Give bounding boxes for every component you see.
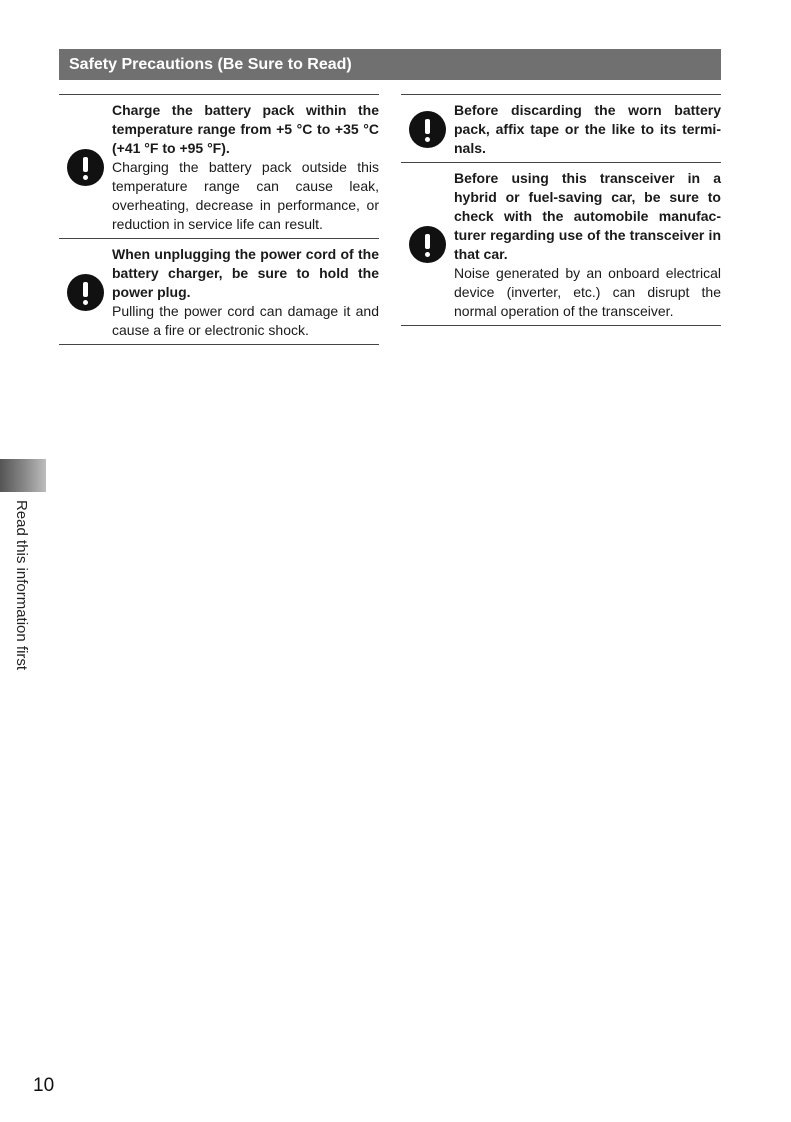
- precaution-heading: Before using this transceiver in a hybrid or fuel-saving car, be sure to check with the automobile manufacturer regarding use of the transceiver in that car.: [454, 170, 721, 262]
- exclamation-icon: [409, 226, 446, 263]
- precaution-heading: Charge the battery pack within the temperature range from +5 °C to +35 °C (+41 °F to +95 °F).: [112, 102, 379, 156]
- precaution-item: [401, 162, 721, 326]
- page-number: 10: [33, 1075, 55, 1096]
- precaution-item: [59, 94, 379, 238]
- precaution-body: Noise generated by an onboard electrical device (inverter, etc.) can disrupt the normal operation of the transceiver.: [454, 265, 721, 319]
- section-title: Safety Precautions (Be Sure to Read): [59, 49, 721, 80]
- exclamation-icon: [409, 111, 446, 148]
- exclamation-icon: [67, 149, 104, 186]
- precaution-body: Pulling the power cord can damage it and cause a fire or electronic shock.: [112, 303, 379, 338]
- left-column: [59, 94, 379, 345]
- precaution-item: [401, 94, 721, 162]
- right-column: [401, 94, 721, 326]
- precaution-heading: Before discarding the worn battery pack, affix tape or the like to its terminals.: [454, 102, 721, 156]
- precaution-body: Charging the battery pack outside this temperature range can cause leak, overheating, decrease in performance, or reduction in service life can result.: [112, 159, 379, 232]
- exclamation-icon: [67, 274, 104, 311]
- side-tab-label: Read this information first: [13, 500, 30, 671]
- precaution-item: [59, 238, 379, 345]
- side-tab-marker: [0, 459, 46, 492]
- precaution-heading: When unplugging the power cord of the battery charger, be sure to hold the power plug.: [112, 246, 379, 300]
